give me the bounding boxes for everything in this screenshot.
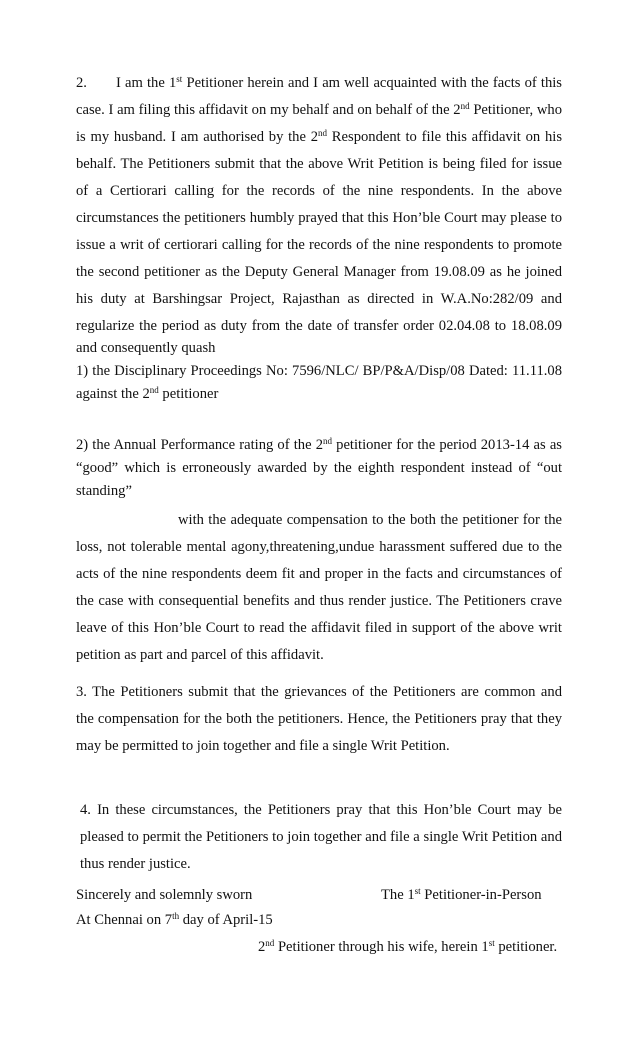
paragraph-3-line: 3. The Petitioners submit that the grievances of the Petitioners are common and — [76, 684, 562, 700]
sworn-text — [76, 886, 252, 904]
paragraph-2-line: the second petitioner as the Deputy General Manager from 19.08.09 as he joined — [76, 264, 562, 280]
paragraph-2-line: circumstances the petitioners humbly prayed that this Hon’ble Court may please to — [76, 210, 562, 226]
rating-item-line: “good” which is erroneously awarded by the eighth respondent instead of “out — [76, 460, 562, 476]
paragraph-2-line: against the 2nd petitioner — [76, 385, 219, 402]
place-date: At Chennai on 7th day of April-15 — [76, 911, 273, 928]
paragraph-2-line: is my husband. I am authorised by the 2nd Respondent to file this affidavit on his — [76, 128, 562, 145]
compensation-line: with the adequate compensation to the both the petitioner for the — [178, 512, 562, 528]
paragraph-2-line: issue a writ of certiorari calling for the records of the nine respondents to promote — [76, 237, 562, 253]
paragraph-2-line: case. I am filing this affidavit on my behalf and on behalf of the 2nd Petitioner, who — [76, 101, 562, 118]
second-petitioner-signature: 2nd Petitioner through his wife, herein 1st petitioner. — [258, 938, 558, 955]
sworn-label: Sincerely and solemnly sworn — [76, 887, 253, 903]
paragraph-2-line: and consequently quash — [76, 340, 216, 356]
paragraph-4-line: thus render justice. — [80, 856, 191, 872]
compensation-line: loss, not tolerable mental agony,threatening,undue harassment suffered due to the — [76, 539, 562, 555]
compensation-line: petition as part and parcel of this affidavit. — [76, 647, 324, 663]
rating-item-line: 2) the Annual Performance rating of the 2nd petitioner for the period 2013-14 as as — [76, 436, 562, 453]
paragraph-2-line: his duty at Barshingsar Project, Rajasthan as directed in W.A.No:282/09 and — [76, 291, 562, 307]
first-petitioner-signature: The 1st Petitioner-in-Person — [381, 886, 542, 903]
paragraph-2-line: I am the 1st Petitioner herein and I am well acquainted with the facts of this — [116, 74, 562, 91]
compensation-line: the case with consequential benefits and thus render justice. The Petitioners crave — [76, 593, 562, 609]
compensation-line: acts of the nine respondents deem fit and proper in the facts and circumstances of — [76, 566, 562, 582]
paragraph-number: 2. — [76, 75, 87, 91]
paragraph-2-line: of a Certiorari calling for the records of the nine respondents. In the above — [76, 183, 562, 199]
paragraph-3-line: may be permitted to join together and file a single Writ Petition. — [76, 738, 450, 754]
paragraph-2-line: regularize the period as duty from the date of transfer order 02.04.08 to 18.08.09 — [76, 318, 562, 334]
compensation-line: leave of this Hon’ble Court to read the affidavit filed in support of the above writ — [76, 620, 562, 636]
paragraph-3-line: the compensation for the both the petitioners. Hence, the Petitioners pray that they — [76, 711, 562, 727]
rating-item-line: standing” — [76, 483, 132, 499]
paragraph-2-line: behalf. The Petitioners submit that the above Writ Petition is being filed for issue — [76, 156, 562, 172]
paragraph-4-line: 4. In these circumstances, the Petitioners pray that this Hon’ble Court may be — [80, 802, 562, 818]
paragraph-2-line: 1) the Disciplinary Proceedings No: 7596/NLC/ BP/P&A/Disp/08 Dated: 11.11.08 — [76, 363, 562, 379]
paragraph-4-line: pleased to permit the Petitioners to join together and file a single Writ Petition and — [80, 829, 562, 845]
